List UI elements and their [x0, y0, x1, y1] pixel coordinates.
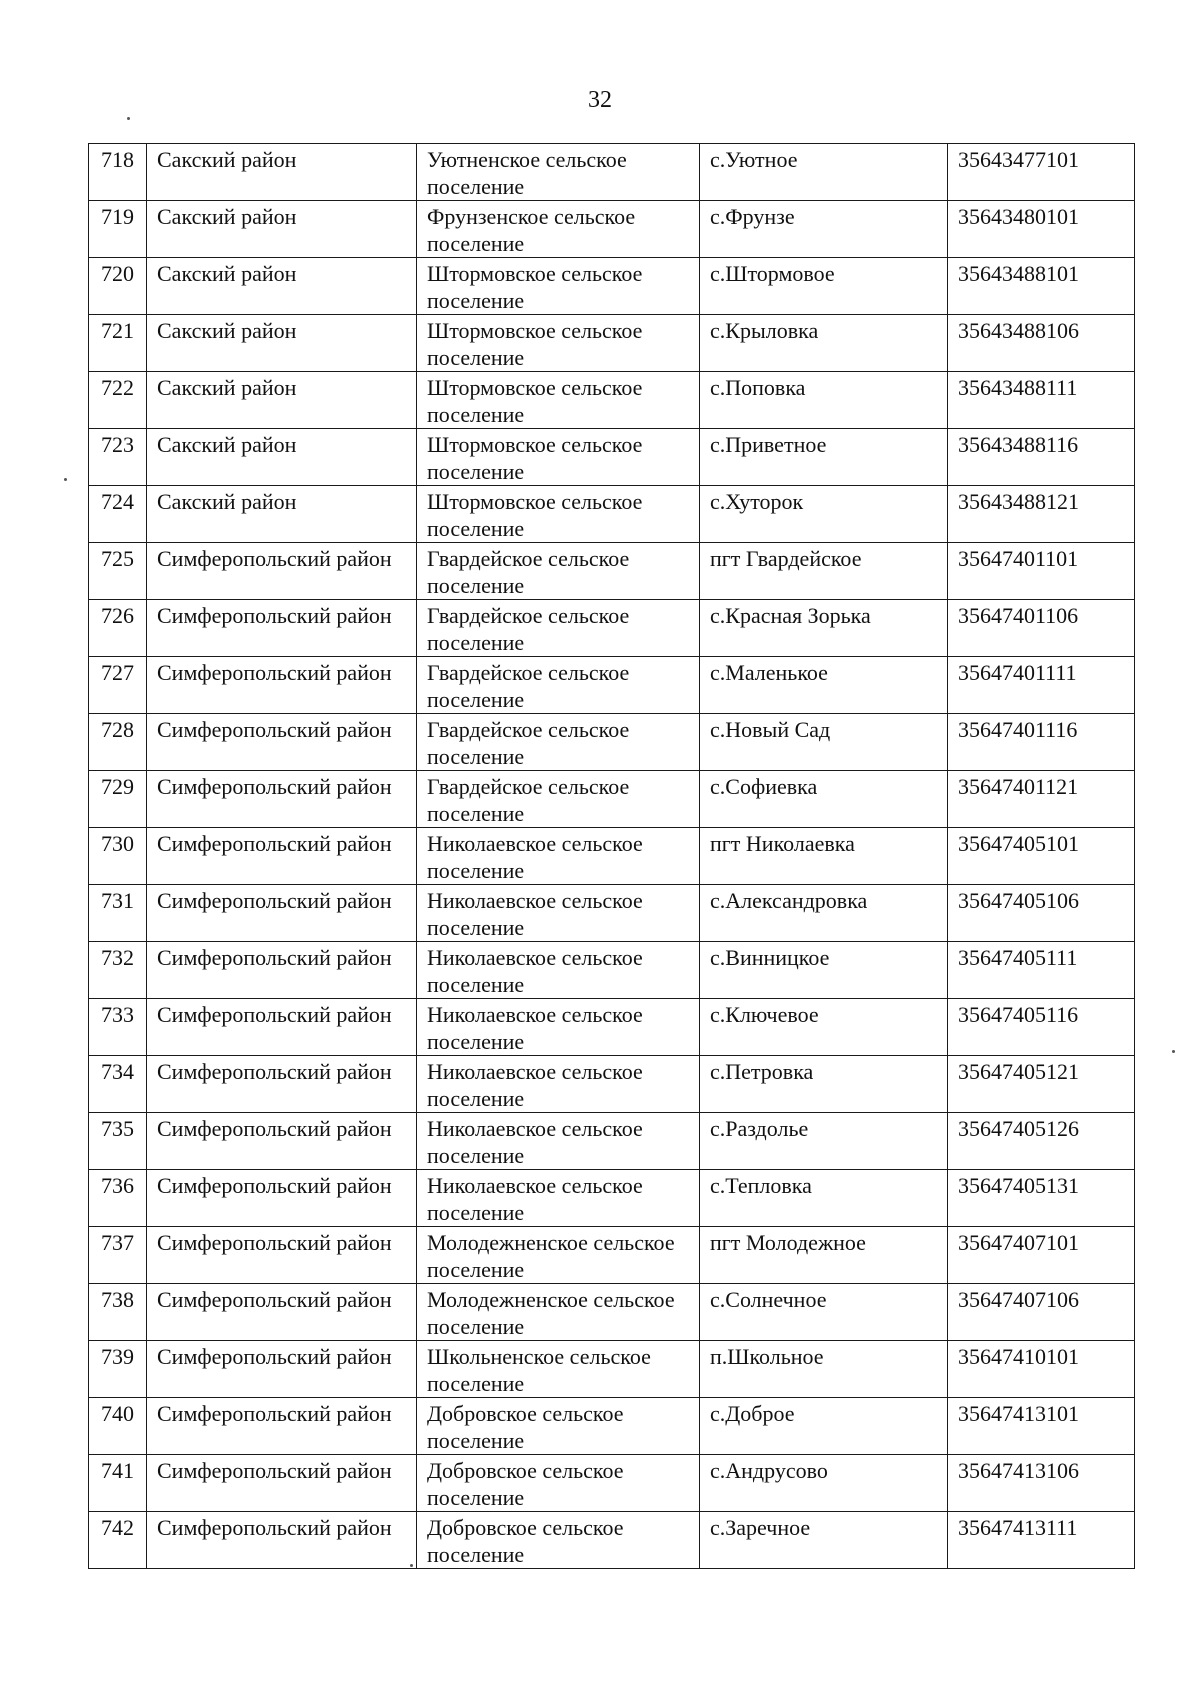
scan-speck	[1172, 1050, 1175, 1053]
district-cell: Симферопольский район	[147, 1284, 417, 1341]
row-number-cell: 733	[89, 999, 147, 1056]
district-cell: Симферопольский район	[147, 828, 417, 885]
district-cell: Симферопольский район	[147, 1170, 417, 1227]
scan-speck	[410, 1564, 413, 1567]
locality-cell: с.Маленькое	[700, 657, 948, 714]
oktmo-code-cell: 35647401106	[948, 600, 1135, 657]
table-row	[89, 942, 1135, 999]
locality-cell: с.Уютное	[700, 144, 948, 201]
settlement-cell: Николаевское сельское поселение	[417, 828, 700, 885]
settlement-cell: Штормовское сельское поселение	[417, 372, 700, 429]
row-number-cell: 738	[89, 1284, 147, 1341]
oktmo-code-cell: 35647405111	[948, 942, 1135, 999]
district-cell: Симферопольский район	[147, 885, 417, 942]
locality-cell: с.Фрунзе	[700, 201, 948, 258]
settlement-registry-table	[88, 143, 1135, 1569]
row-number-cell: 728	[89, 714, 147, 771]
locality-cell: с.Новый Сад	[700, 714, 948, 771]
district-cell: Симферопольский район	[147, 1113, 417, 1170]
oktmo-code-cell: 35643477101	[948, 144, 1135, 201]
district-cell: Симферопольский район	[147, 1455, 417, 1512]
row-number-cell: 719	[89, 201, 147, 258]
table-row	[89, 999, 1135, 1056]
locality-cell: с.Андрусово	[700, 1455, 948, 1512]
locality-cell: с.Александровка	[700, 885, 948, 942]
settlement-cell: Добровское сельское поселение	[417, 1455, 700, 1512]
table-row	[89, 1455, 1135, 1512]
settlement-cell: Добровское сельское поселение	[417, 1512, 700, 1569]
row-number-cell: 726	[89, 600, 147, 657]
oktmo-code-cell: 35643488111	[948, 372, 1135, 429]
row-number-cell: 741	[89, 1455, 147, 1512]
oktmo-code-cell: 35647401111	[948, 657, 1135, 714]
row-number-cell: 722	[89, 372, 147, 429]
locality-cell: с.Приветное	[700, 429, 948, 486]
settlement-cell: Николаевское сельское поселение	[417, 1170, 700, 1227]
settlement-cell: Фрунзенское сельское поселение	[417, 201, 700, 258]
row-number-cell: 740	[89, 1398, 147, 1455]
settlement-cell: Гвардейское сельское поселение	[417, 714, 700, 771]
oktmo-code-cell: 35647405116	[948, 999, 1135, 1056]
settlement-cell: Николаевское сельское поселение	[417, 885, 700, 942]
row-number-cell: 734	[89, 1056, 147, 1113]
scan-speck	[127, 117, 130, 120]
row-number-cell: 720	[89, 258, 147, 315]
settlement-cell: Молодежненское сельское поселение	[417, 1227, 700, 1284]
district-cell: Сакский район	[147, 372, 417, 429]
locality-cell: с.Штормовое	[700, 258, 948, 315]
oktmo-code-cell: 35643480101	[948, 201, 1135, 258]
oktmo-code-cell: 35647413101	[948, 1398, 1135, 1455]
district-cell: Симферопольский район	[147, 714, 417, 771]
table-row	[89, 315, 1135, 372]
row-number-cell: 718	[89, 144, 147, 201]
table-row	[89, 1341, 1135, 1398]
locality-cell: пгт Гвардейское	[700, 543, 948, 600]
district-cell: Симферопольский район	[147, 1341, 417, 1398]
oktmo-code-cell: 35643488116	[948, 429, 1135, 486]
district-cell: Симферопольский район	[147, 657, 417, 714]
settlement-cell: Гвардейское сельское поселение	[417, 657, 700, 714]
row-number-cell: 736	[89, 1170, 147, 1227]
oktmo-code-cell: 35647401101	[948, 543, 1135, 600]
settlement-cell: Штормовское сельское поселение	[417, 258, 700, 315]
table-row	[89, 714, 1135, 771]
locality-cell: с.Софиевка	[700, 771, 948, 828]
table-row	[89, 1170, 1135, 1227]
district-cell: Симферопольский район	[147, 543, 417, 600]
district-cell: Симферопольский район	[147, 999, 417, 1056]
table-row	[89, 258, 1135, 315]
oktmo-code-cell: 35643488106	[948, 315, 1135, 372]
locality-cell: с.Хуторок	[700, 486, 948, 543]
table-row	[89, 828, 1135, 885]
oktmo-code-cell: 35647405101	[948, 828, 1135, 885]
table-row	[89, 1284, 1135, 1341]
row-number-cell: 725	[89, 543, 147, 600]
oktmo-code-cell: 35643488121	[948, 486, 1135, 543]
district-cell: Симферопольский район	[147, 1227, 417, 1284]
locality-cell: с.Поповка	[700, 372, 948, 429]
settlement-cell: Николаевское сельское поселение	[417, 999, 700, 1056]
district-cell: Сакский район	[147, 201, 417, 258]
oktmo-code-cell: 35647405121	[948, 1056, 1135, 1113]
settlement-cell: Штормовское сельское поселение	[417, 315, 700, 372]
district-cell: Сакский район	[147, 315, 417, 372]
oktmo-code-cell: 35647405106	[948, 885, 1135, 942]
oktmo-code-cell: 35647405126	[948, 1113, 1135, 1170]
locality-cell: с.Крыловка	[700, 315, 948, 372]
row-number-cell: 723	[89, 429, 147, 486]
settlement-cell: Школьненское сельское поселение	[417, 1341, 700, 1398]
oktmo-code-cell: 35647401116	[948, 714, 1135, 771]
row-number-cell: 721	[89, 315, 147, 372]
locality-cell: с.Петровка	[700, 1056, 948, 1113]
district-cell: Симферопольский район	[147, 942, 417, 999]
row-number-cell: 727	[89, 657, 147, 714]
row-number-cell: 742	[89, 1512, 147, 1569]
row-number-cell: 730	[89, 828, 147, 885]
oktmo-code-cell: 35647401121	[948, 771, 1135, 828]
settlement-cell: Гвардейское сельское поселение	[417, 543, 700, 600]
oktmo-code-cell: 35647407101	[948, 1227, 1135, 1284]
settlement-cell: Добровское сельское поселение	[417, 1398, 700, 1455]
table-row	[89, 372, 1135, 429]
settlement-cell: Гвардейское сельское поселение	[417, 771, 700, 828]
district-cell: Симферопольский район	[147, 1056, 417, 1113]
row-number-cell: 729	[89, 771, 147, 828]
district-cell: Симферопольский район	[147, 600, 417, 657]
locality-cell: с.Солнечное	[700, 1284, 948, 1341]
table-row	[89, 1398, 1135, 1455]
table-row	[89, 657, 1135, 714]
settlement-cell: Николаевское сельское поселение	[417, 1113, 700, 1170]
row-number-cell: 739	[89, 1341, 147, 1398]
row-number-cell: 735	[89, 1113, 147, 1170]
settlement-cell: Гвардейское сельское поселение	[417, 600, 700, 657]
table-row	[89, 771, 1135, 828]
oktmo-code-cell: 35647413111	[948, 1512, 1135, 1569]
registry-table-body	[89, 144, 1135, 1569]
page-number: 32	[588, 87, 612, 113]
table-row	[89, 543, 1135, 600]
locality-cell: с.Раздолье	[700, 1113, 948, 1170]
settlement-cell: Уютненское сельское поселение	[417, 144, 700, 201]
settlement-cell: Штормовское сельское поселение	[417, 429, 700, 486]
locality-cell: с.Доброе	[700, 1398, 948, 1455]
district-cell: Симферопольский район	[147, 1398, 417, 1455]
row-number-cell: 724	[89, 486, 147, 543]
table-row	[89, 486, 1135, 543]
table-row	[89, 600, 1135, 657]
locality-cell: с.Винницкое	[700, 942, 948, 999]
district-cell: Симферопольский район	[147, 771, 417, 828]
row-number-cell: 737	[89, 1227, 147, 1284]
locality-cell: с.Тепловка	[700, 1170, 948, 1227]
settlement-cell: Молодежненское сельское поселение	[417, 1284, 700, 1341]
table-row	[89, 885, 1135, 942]
row-number-cell: 731	[89, 885, 147, 942]
locality-cell: с.Ключевое	[700, 999, 948, 1056]
scan-speck	[64, 478, 67, 481]
table-row	[89, 429, 1135, 486]
table-row	[89, 1512, 1135, 1569]
row-number-cell: 732	[89, 942, 147, 999]
locality-cell: пгт Николаевка	[700, 828, 948, 885]
table-row	[89, 1227, 1135, 1284]
table-row	[89, 1113, 1135, 1170]
district-cell: Симферопольский район	[147, 1512, 417, 1569]
locality-cell: с.Заречное	[700, 1512, 948, 1569]
oktmo-code-cell: 35647413106	[948, 1455, 1135, 1512]
district-cell: Сакский район	[147, 429, 417, 486]
oktmo-code-cell: 35647410101	[948, 1341, 1135, 1398]
district-cell: Сакский район	[147, 144, 417, 201]
locality-cell: пгт Молодежное	[700, 1227, 948, 1284]
district-cell: Сакский район	[147, 486, 417, 543]
locality-cell: п.Школьное	[700, 1341, 948, 1398]
oktmo-code-cell: 35643488101	[948, 258, 1135, 315]
table-row	[89, 201, 1135, 258]
oktmo-code-cell: 35647407106	[948, 1284, 1135, 1341]
settlement-cell: Николаевское сельское поселение	[417, 942, 700, 999]
oktmo-code-cell: 35647405131	[948, 1170, 1135, 1227]
settlement-cell: Николаевское сельское поселение	[417, 1056, 700, 1113]
settlement-cell: Штормовское сельское поселение	[417, 486, 700, 543]
district-cell: Сакский район	[147, 258, 417, 315]
table-row	[89, 144, 1135, 201]
locality-cell: с.Красная Зорька	[700, 600, 948, 657]
table-row	[89, 1056, 1135, 1113]
